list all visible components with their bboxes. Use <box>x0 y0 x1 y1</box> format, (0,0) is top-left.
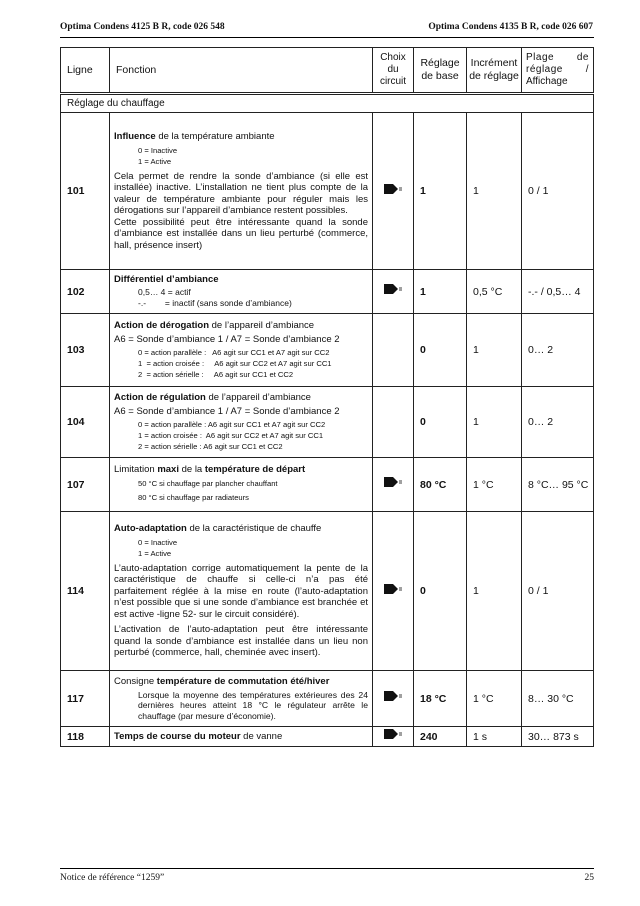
circuit-selector-icon <box>383 689 403 707</box>
table-row <box>61 270 594 314</box>
row-choix <box>373 458 414 512</box>
row-choix <box>373 113 414 270</box>
table-row <box>61 458 594 512</box>
header-left: Optima Condens 4125 B R, code 026 548 <box>60 22 225 32</box>
row-ligne: 114 <box>61 512 110 671</box>
row-plage: 0… 2 <box>522 314 594 387</box>
row-plage: 0 / 1 <box>522 113 594 270</box>
row-fonction: Limitation maxi de la température de départ 50 °C si chauffage par plancher chauffant 80 °C si chauffage par radiateurs <box>110 458 373 512</box>
row-ligne: 118 <box>61 727 110 747</box>
col-fonction: Fonction <box>110 48 373 94</box>
col-plage: Plage de réglage / Affichage <box>522 48 594 94</box>
row-ligne: 107 <box>61 458 110 512</box>
row-ligne: 104 <box>61 387 110 458</box>
row-choix <box>373 512 414 671</box>
circuit-selector-icon <box>383 182 403 200</box>
row-fonction: Action de régulation de l’appareil d’ambiance A6 = Sonde d’ambiance 1 / A7 = Sonde d’ambiance 2 0 = action parallèle : A6 agit sur CC1 et A7 agit sur CC2 1 = action croisée : A6 agit sur CC2 et A7 agit sur CC1 2 = action sérielle : A6 agit sur CC1 et CC2 <box>110 387 373 458</box>
row-choix <box>373 727 414 747</box>
table-row <box>61 671 594 727</box>
row-increment: 1 °C <box>467 458 522 512</box>
row-reglage: 0 <box>414 512 467 671</box>
row-increment: 1 s <box>467 727 522 747</box>
col-choix: Choix du circuit <box>373 48 414 94</box>
row-reglage: 1 <box>414 270 467 314</box>
row-fonction: Influence de la température ambiante 0 = Inactive 1 = Active Cela permet de rendre la sonde d’ambiance (si elle est installée) inactive. L’installation ne tient plus compte de la valeur de température ambiante pour réguler mais les dérogations sur l’appareil d’ambiance restent possibles. Cette possibilité peut être intéressante quand la sonde d’ambiance est installée dans un lieu perturbé (commerce, hall, présence insert) <box>110 113 373 270</box>
footer-rule <box>60 868 594 869</box>
row-fonction: Différentiel d’ambiance 0,5… 4 = actif -.- = inactif (sans sonde d’ambiance) <box>110 270 373 314</box>
table-row <box>61 113 594 270</box>
row-plage: 8 °C… 95 °C <box>522 458 594 512</box>
row-increment: 1 <box>467 314 522 387</box>
row-choix <box>373 314 414 387</box>
row-ligne: 101 <box>61 113 110 270</box>
row-ligne: 117 <box>61 671 110 727</box>
table-row <box>61 512 594 671</box>
circuit-selector-icon <box>383 282 403 300</box>
circuit-selector-icon <box>383 475 403 493</box>
row-reglage: 1 <box>414 113 467 270</box>
row-choix <box>373 671 414 727</box>
row-fonction: Temps de course du moteur de vanne <box>110 727 373 747</box>
row-ligne: 102 <box>61 270 110 314</box>
header-right: Optima Condens 4135 B R, code 026 607 <box>428 22 593 32</box>
row-reglage: 80 °C <box>414 458 467 512</box>
section-title: Réglage du chauffage <box>61 94 594 113</box>
header-rule <box>60 37 594 38</box>
row-reglage: 18 °C <box>414 671 467 727</box>
circuit-selector-icon <box>383 727 403 745</box>
row-increment: 1 <box>467 113 522 270</box>
row-plage: 30… 873 s <box>522 727 594 747</box>
settings-table <box>60 47 594 747</box>
row-increment: 0,5 °C <box>467 270 522 314</box>
row-choix <box>373 387 414 458</box>
row-reglage: 240 <box>414 727 467 747</box>
row-ligne: 103 <box>61 314 110 387</box>
row-fonction: Auto-adaptation de la caractéristique de chauffe 0 = Inactive 1 = Active L’auto-adaptation corrige automatiquement la pente de la caractéristique de chauffe si celle-ci n’a pas été parfaitement réglée à la mise en route (l’auto-adaptation n’est possible que si une sonde d’ambiance est branchée et est active -ligne 52- sur le circuit considéré). L’activation de l’auto-adaptation peut être intéressante quand la sonde d’ambiance est installée dans un lieu non perturbé (commerce, hall, cheminée avec insert). <box>110 512 373 671</box>
col-increment: Incrément de réglage <box>467 48 522 94</box>
footer-left: Notice de référence “1259” <box>60 873 165 883</box>
col-reglage: Réglage de base <box>414 48 467 94</box>
table-row <box>61 387 594 458</box>
row-increment: 1 <box>467 512 522 671</box>
page-header <box>60 22 593 36</box>
row-plage: 8… 30 °C <box>522 671 594 727</box>
row-choix <box>373 270 414 314</box>
row-increment: 1 <box>467 387 522 458</box>
row-plage: 0 / 1 <box>522 512 594 671</box>
row-fonction: Consigne température de commutation été/hiver Lorsque la moyenne des températures extérieures des 24 dernières heures atteint 18 °C le régulateur arrête le chauffage (par mesure d’économie). <box>110 671 373 727</box>
row-plage: -.- / 0,5… 4 <box>522 270 594 314</box>
table-row <box>61 314 594 387</box>
row-reglage: 0 <box>414 314 467 387</box>
circuit-selector-icon <box>383 582 403 600</box>
row-increment: 1 °C <box>467 671 522 727</box>
row-fonction: Action de dérogation de l’appareil d’ambiance A6 = Sonde d’ambiance 1 / A7 = Sonde d’ambiance 2 0 = action parallèle : A6 agit sur CC1 et A7 agit sur CC2 1 = action croisée : A6 agit sur CC2 et A7 agit sur CC1 2 = action sérielle : A6 agit sur CC1 et CC2 <box>110 314 373 387</box>
col-ligne: Ligne <box>61 48 110 94</box>
row-plage: 0… 2 <box>522 387 594 458</box>
row-reglage: 0 <box>414 387 467 458</box>
page-number: 25 <box>584 873 594 883</box>
table-row <box>61 727 594 747</box>
